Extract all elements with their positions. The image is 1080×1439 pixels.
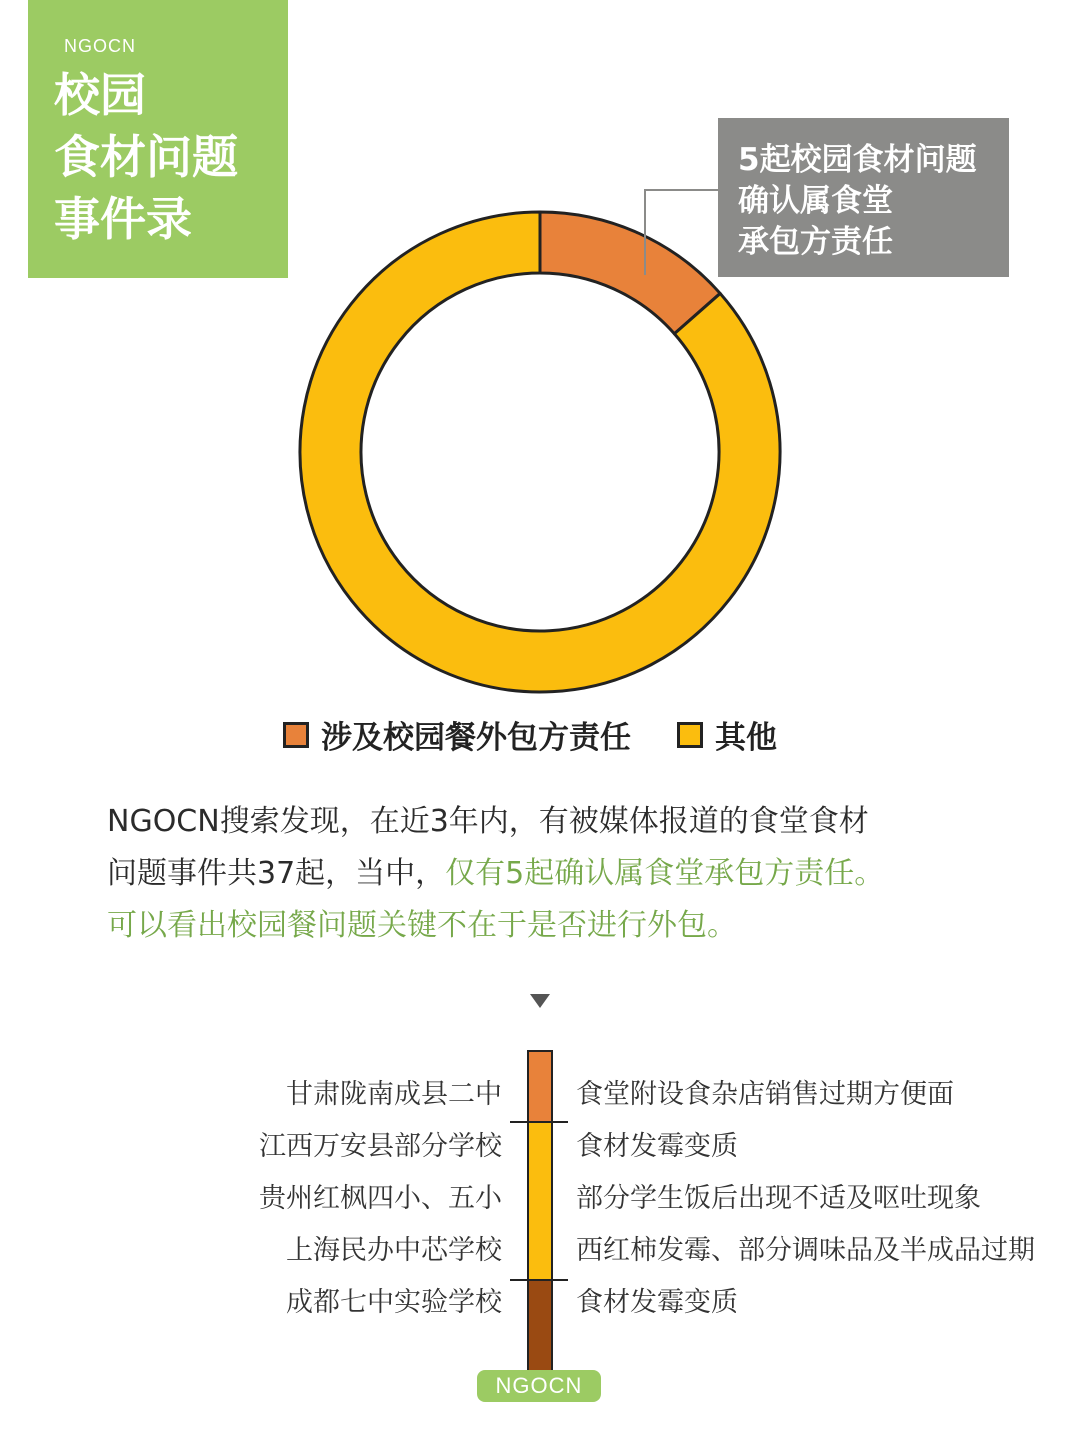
down-arrow-icon [530, 994, 550, 1008]
legend-item-other [677, 712, 777, 757]
callout-line-2: 确认属食堂 [738, 183, 893, 219]
legend-item-outsourced [283, 712, 631, 757]
title-line-1: 校园 [54, 68, 146, 122]
timeline-divider-2 [510, 1279, 568, 1281]
summary-paragraph [107, 796, 1037, 952]
summary-line-2-normal: 问题事件共37起，当中， [107, 856, 446, 891]
title-line-2: 食材问题 [54, 130, 238, 184]
chart-legend [283, 712, 777, 757]
legend-swatch-outsourced [283, 722, 309, 748]
timeline-school-1: 甘肃陇南成县二中 [286, 1079, 502, 1110]
timeline-issue-4: 西红柿发霉、部分调味品及半成品过期 [576, 1235, 1035, 1266]
timeline-issue-1: 食堂附设食杂店销售过期方便面 [576, 1079, 954, 1110]
timeline-school-4: 上海民办中芯学校 [286, 1235, 502, 1266]
timeline-issue-3: 部分学生饭后出现不适及呕吐现象 [576, 1183, 981, 1214]
title-line-3: 事件录 [54, 192, 192, 246]
footer-badge: NGOCN [477, 1370, 601, 1402]
brand-small: NGOCN [64, 36, 136, 56]
summary-line-2-highlight: 仅有5起确认属食堂承包方责任。 [445, 856, 885, 891]
callout-line-3: 承包方责任 [738, 224, 893, 260]
timeline-issue-5: 食材发霉变质 [576, 1287, 738, 1318]
timeline-school-2: 江西万安县部分学校 [259, 1131, 502, 1162]
legend-swatch-other [677, 722, 703, 748]
timeline-divider-1 [510, 1121, 568, 1123]
summary-line-3-highlight: 可以看出校园餐问题关键不在于是否进行外包。 [107, 908, 737, 943]
timeline-school-5: 成都七中实验学校 [286, 1287, 502, 1318]
legend-label-outsourced: 涉及校园餐外包方责任 [321, 720, 631, 756]
legend-label-other: 其他 [715, 720, 777, 756]
summary-line-1: NGOCN搜索发现，在近3年内，有被媒体报道的食堂食材 [107, 804, 869, 839]
timeline-school-3: 贵州红枫四小、五小 [259, 1183, 502, 1214]
timeline-bar-border [527, 1050, 553, 1372]
callout-box [718, 118, 1009, 277]
callout-line-1: 5起校园食材问题 [738, 142, 977, 178]
timeline-issue-2: 食材发霉变质 [576, 1131, 738, 1162]
summary-line-2 [107, 848, 1037, 900]
